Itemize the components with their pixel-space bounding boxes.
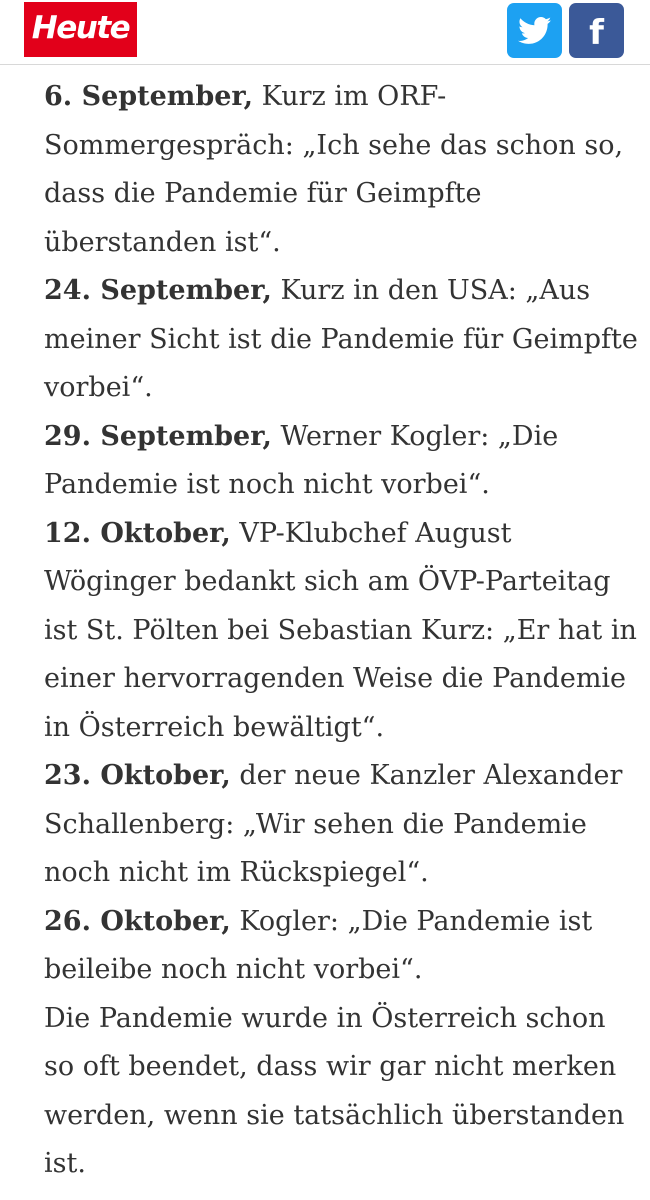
entry-text: Kurz in den USA: „Aus meiner Sicht ist die Pandemie für Geimpfte vorbei“.	[44, 275, 638, 403]
entry-text: Werner Kogler: „Die Pandemie ist noch nicht vorbei“.	[44, 420, 559, 500]
entry-date: 12. Oktober,	[44, 517, 231, 549]
heute-logo[interactable]	[24, 2, 137, 57]
timeline-entry	[44, 752, 640, 898]
site-header	[0, 0, 650, 65]
timeline-entry	[44, 413, 640, 510]
timeline-entry	[44, 73, 640, 267]
entry-date: 29. September,	[44, 420, 272, 452]
facebook-f-icon: f	[589, 12, 604, 53]
entry-date: 6. September,	[44, 81, 254, 112]
entry-text: der neue Kanzler Alexander Schallenberg: „Wir sehen die Pandemie noch nicht im Rückspiegel“.	[44, 760, 623, 888]
article-body	[44, 73, 640, 1189]
entry-text: VP-Klubchef August Wöginger bedankt sich am ÖVP-Parteitag ist St. Pölten bei Sebastian Kurz: „Er hat in einer hervorragenden Weise die Pandemie in Österreich bewältigt“.	[44, 517, 637, 743]
twitter-share-button[interactable]	[507, 3, 562, 58]
entry-text: Kurz im ORF-Sommergespräch: „Ich sehe das schon so, dass die Pandemie für Geimpfte überstanden ist“.	[44, 81, 624, 258]
article-conclusion: Die Pandemie wurde in Österreich schon so oft beendet, dass wir gar nicht merken werden, wenn sie tatsächlich überstanden ist.	[44, 1002, 625, 1179]
timeline-entry	[44, 510, 640, 753]
twitter-bird-icon	[518, 17, 552, 45]
entry-date: 26. Oktober,	[44, 905, 231, 937]
entry-text: Kogler: „Die Pandemie ist beileibe noch nicht vorbei“.	[44, 905, 593, 985]
facebook-share-button[interactable]	[569, 3, 624, 58]
entry-date: 24. September,	[44, 275, 272, 306]
logo-text: Heute	[31, 10, 130, 46]
timeline-entry	[44, 898, 640, 995]
entry-date: 23. Oktober,	[44, 760, 231, 791]
timeline-entry	[44, 267, 640, 413]
